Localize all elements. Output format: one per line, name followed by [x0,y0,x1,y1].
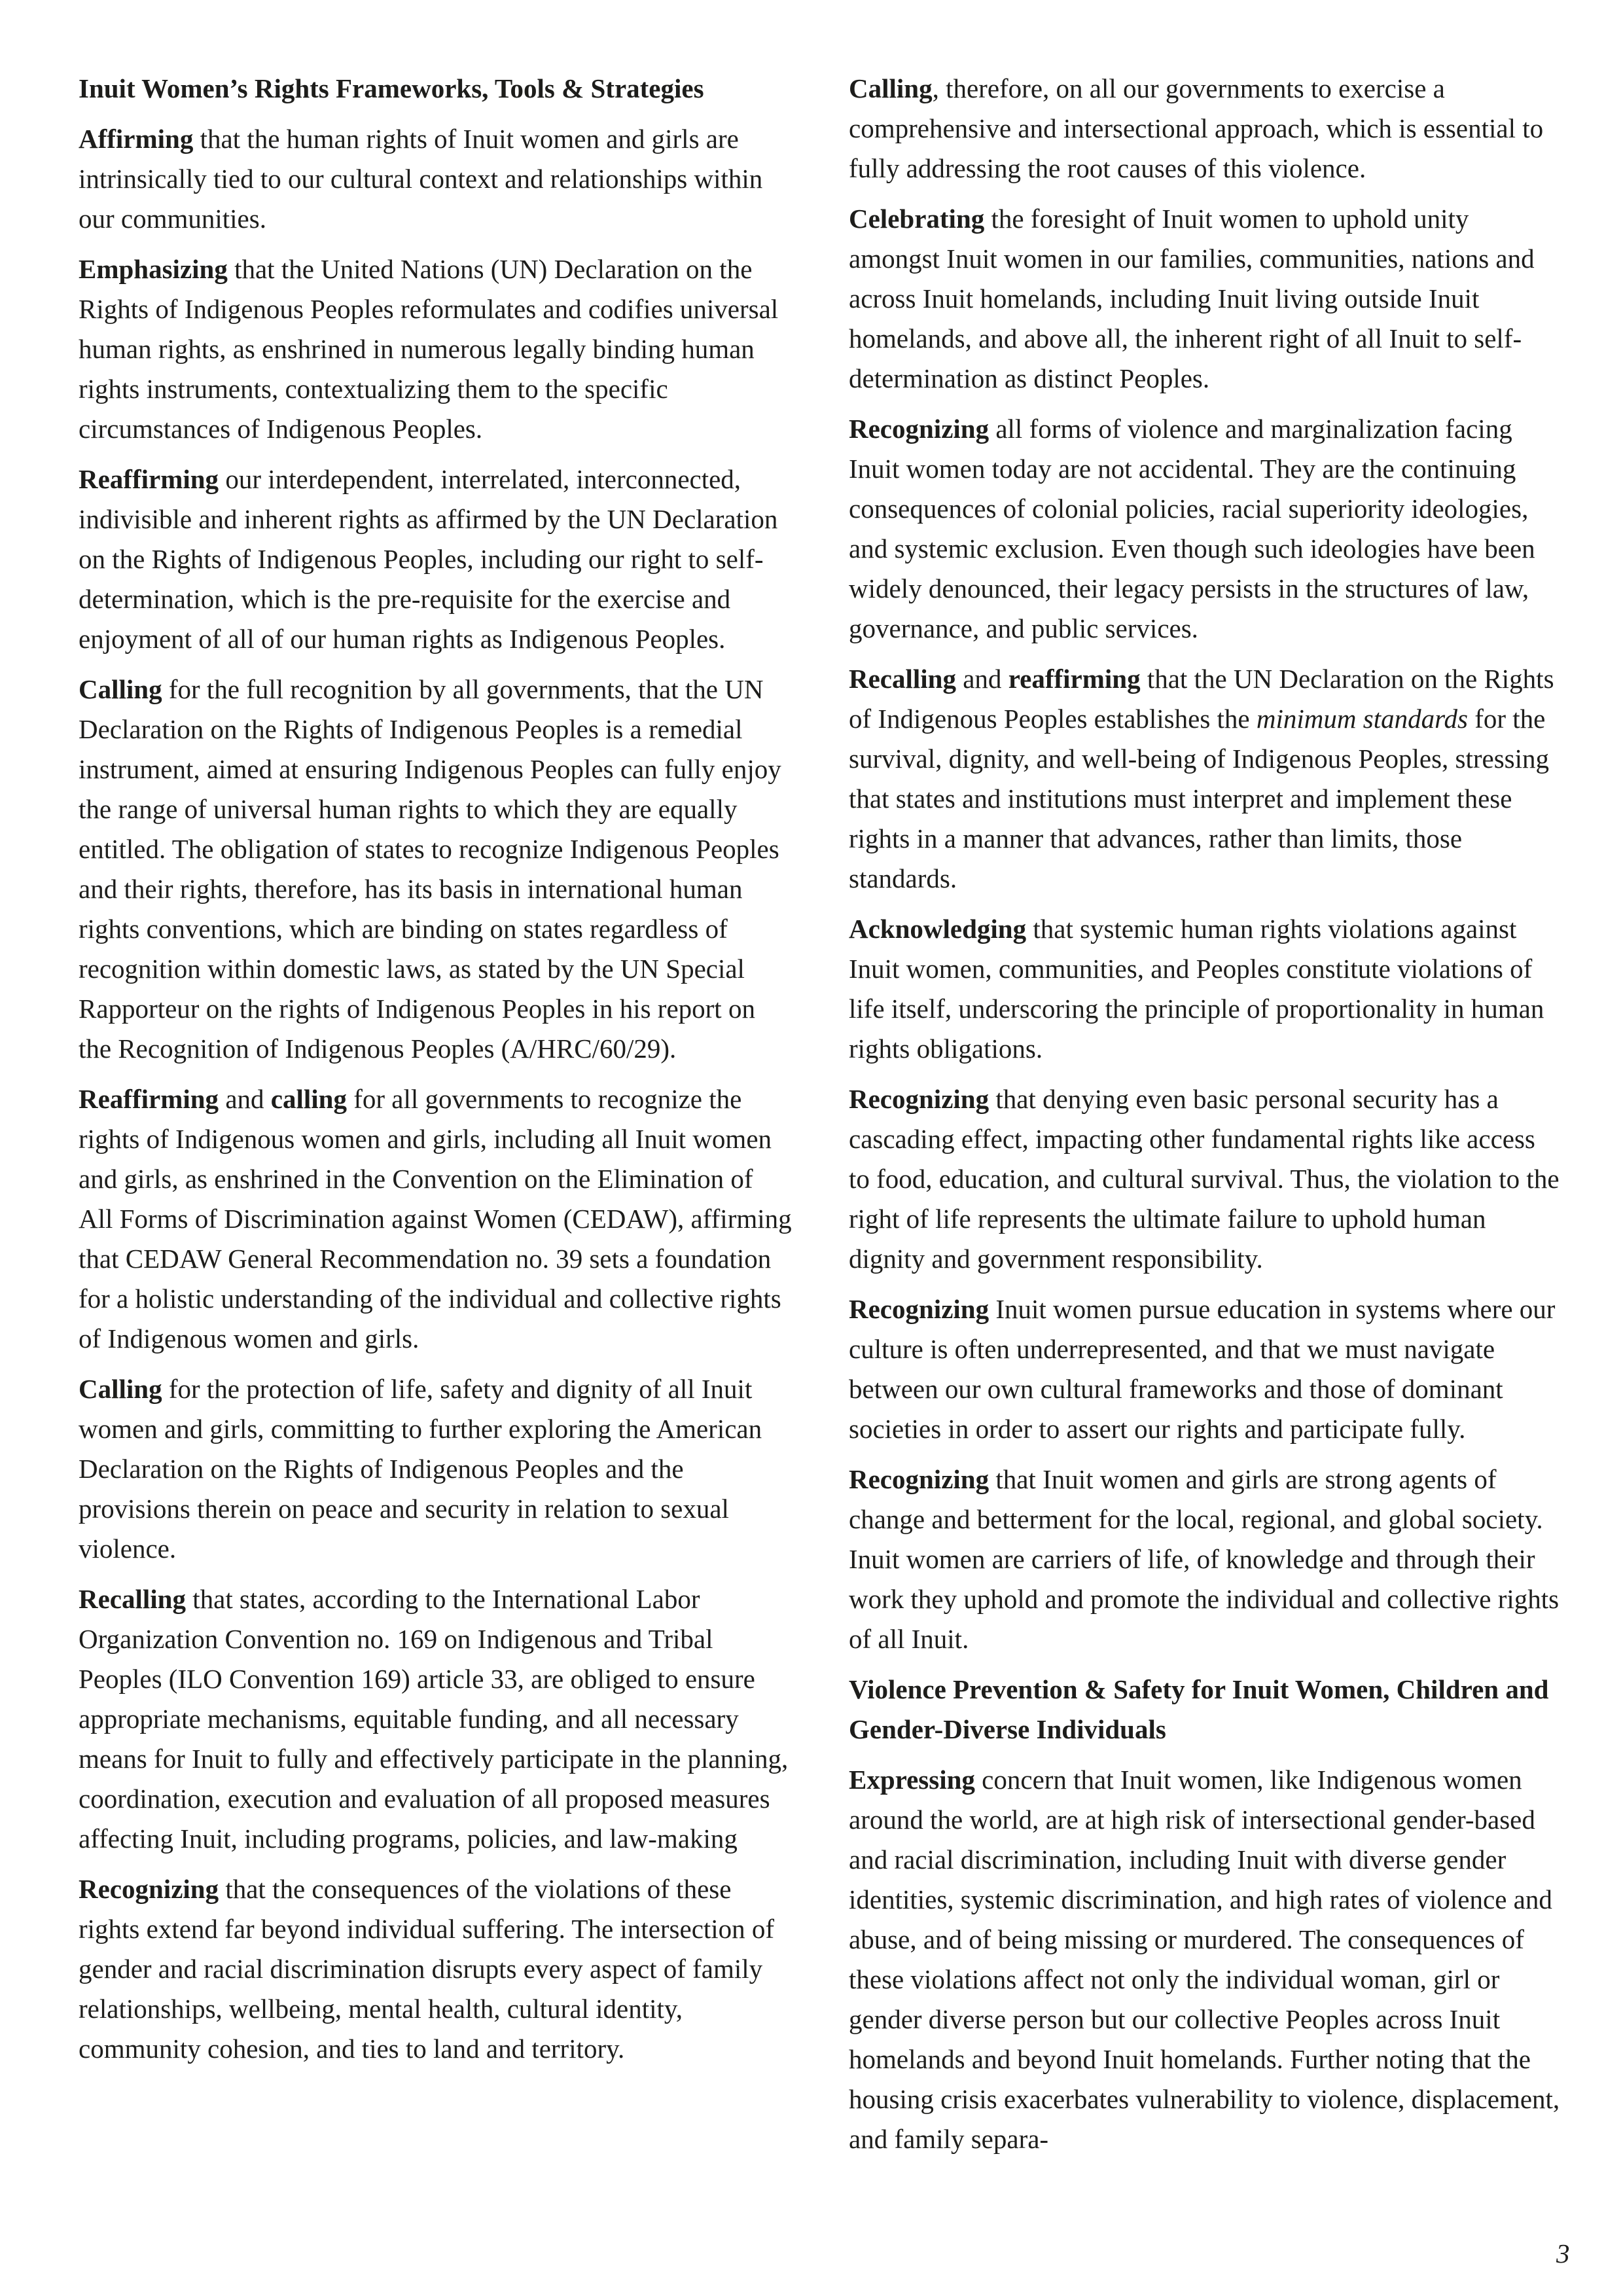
italic-phrase: minimum standards [1256,704,1468,734]
paragraph-recognizing-consequences [79,1869,792,2069]
lead-word: Affirming [79,124,194,154]
paragraph-reaffirming-calling [79,1079,792,1359]
paragraph-text-2: for the survival, dignity, and well-being of Indigenous Peoples, stressing that states and institutions must interpret and implement these rights in a manner that advances, rather than limits, those standards. [849,704,1550,893]
paragraph-text: our interdependent, interrelated, interconnected, indivisible and inherent rights as affirmed by the UN Declaration on the Rights of Indigenous Peoples, including our right to self-determination, which is the pre-requisite for the exercise and enjoyment of all of our human rights as Indigenous Peoples. [79,464,778,654]
paragraph-affirming [79,119,792,239]
paragraph-text: that the human rights of Inuit women and girls are intrinsically tied to our cultural context and relationships within our communities. [79,124,763,234]
paragraph-recalling-reaffirming [849,659,1562,899]
paragraph-text: for the protection of life, safety and dignity of all Inuit women and girls, committing to further exploring the American Declaration on the Rights of Indigenous Peoples and the provisions therein on peace and security in relation to sexual violence. [79,1374,762,1564]
right-column [849,69,1562,2170]
paragraph-text: that Inuit women and girls are strong agents of change and betterment for the local, regional, and global society. Inuit women are carriers of life, of knowledge and through their work they uphold and promote the individual and collective rights of all Inuit. [849,1464,1560,1654]
lead-word: Celebrating [849,204,985,234]
paragraph-recalling-ilo [79,1579,792,1859]
lead-word-2: calling [270,1084,347,1114]
section-heading-violence-prevention: Violence Prevention & Safety for Inuit Women, Children and Gender-Diverse Individuals [849,1674,1549,1744]
paragraph-text: that the consequences of the violations of these rights extend far beyond individual suffering. The intersection of gender and racial discrimination disrupts every aspect of family relationships, wellbeing, mental health, cultural identity, community cohesion, and ties to land and territory. [79,1874,775,2064]
paragraph-text: that denying even basic personal security has a cascading effect, impacting other fundamental rights like access to food, education, and cultural survival. Thus, the violation to the right of life represents the ultimate failure to uphold human dignity and government responsibility. [849,1084,1560,1274]
paragraph-text: for all governments to recognize the rights of Indigenous women and girls, including all Inuit women and girls, as enshrined in the Convention on the Elimination of All Forms of Discrimination against Women (CEDAW), affirming that CEDAW General Recommendation no. 39 sets a foundation for a holistic understanding of the individual and collective rights of Indigenous women and girls. [79,1084,792,1354]
paragraph-text: all forms of violence and marginalization facing Inuit women today are not accidental. They are the continuing consequences of colonial policies, racial superiority ideologies, and systemic exclusion. Even though such ideologies have been widely denounced, their legacy persists in the structures of law, governance, and public services. [849,414,1535,643]
paragraph-text: , therefore, on all our governments to exercise a comprehensive and intersectional approach, which is essential to fully addressing the root causes of this violence. [849,73,1544,183]
lead-word: Recognizing [849,414,990,444]
paragraph-text: the foresight of Inuit women to uphold unity amongst Inuit women in our families, communities, nations and across Inuit homelands, including Inuit living outside Inuit homelands, and above all, the inherent right of all Inuit to self-determination as distinct Peoples. [849,204,1535,393]
lead-word: Reaffirming [79,1084,219,1114]
lead-word-2: reaffirming [1008,664,1141,694]
lead-word: Calling [849,73,933,103]
paragraph-expressing [849,1760,1562,2159]
lead-word: Recognizing [79,1874,219,1904]
section-heading-rights-frameworks: Inuit Women’s Rights Frameworks, Tools & Strategies [79,73,704,103]
paragraph-text: Inuit women pursue education in systems where our culture is often underrepresented, and that we must navigate between our own cultural frameworks and those of dominant societies in order to assert our rights and participate fully. [849,1294,1556,1444]
lead-word: Recognizing [849,1464,990,1494]
paragraph-reaffirming [79,459,792,659]
left-column [79,69,792,2079]
lead-word: Acknowledging [849,914,1027,944]
paragraph-recognizing-agents [849,1460,1562,1659]
lead-word: Recognizing [849,1084,990,1114]
paragraph-acknowledging [849,909,1562,1069]
connector-text: and [955,664,1008,694]
page-number: 3 [1556,2238,1570,2269]
lead-word: Calling [79,1374,162,1404]
paragraph-text: that states, according to the International Labor Organization Convention no. 169 on Indigenous and Tribal Peoples (ILO Convention 169) article 33, are obliged to ensure appropriate mechanisms, equitable funding, and all necessary means for Inuit to fully and effectively participate in the planning, coordination, execution and evaluation of all proposed measures affecting Inuit, including programs, policies, and law-making [79,1584,789,1854]
lead-word: Recalling [79,1584,186,1614]
paragraph-celebrating [849,199,1562,399]
paragraph-recognizing-education [849,1289,1562,1449]
paragraph-calling-intersectional [849,69,1562,188]
lead-word: Recognizing [849,1294,990,1324]
paragraph-recognizing-security [849,1079,1562,1279]
lead-word: Emphasizing [79,254,228,284]
lead-word: Expressing [849,1765,975,1795]
paragraph-calling-recognition [79,670,792,1069]
paragraph-recognizing-violence [849,409,1562,649]
paragraph-text: concern that Inuit women, like Indigenous women around the world, are at high risk of intersectional gender-based and racial discrimination, including Inuit with diverse gender identities, systemic discrimination, and high rates of violence and abuse, and of being missing or murdered. The consequences of these violations affect not only the individual woman, girl or gender diverse person but our collective Peoples across Inuit homelands and beyond Inuit homelands. Further noting that the housing crisis exacerbates vulnerability to violence, displacement, and family separa- [849,1765,1560,2154]
connector-text: and [219,1084,271,1114]
paragraph-calling-protection [79,1369,792,1569]
lead-word: Recalling [849,664,956,694]
paragraph-emphasizing [79,249,792,449]
lead-word: Reaffirming [79,464,219,494]
paragraph-text: that the United Nations (UN) Declaration on the Rights of Indigenous Peoples reformulates and codifies universal human rights, as enshrined in numerous legally binding human rights instruments, contextualizing them to the specific circumstances of Indigenous Peoples. [79,254,779,444]
paragraph-text: that the UN Declaration on the Rights of Indigenous Peoples establishes the [849,664,1554,734]
lead-word: Calling [79,674,162,704]
paragraph-text: for the full recognition by all governments, that the UN Declaration on the Rights of Indigenous Peoples is a remedial instrument, aimed at ensuring Indigenous Peoples can fully enjoy the range of universal human rights to which they are equally entitled. The obligation of states to recognize Indigenous Peoples and their rights, therefore, has its basis in international human rights conventions, which are binding on states regardless of recognition within domestic laws, as stated by the UN Special Rapporteur on the rights of Indigenous Peoples in his report on the Recognition of Indigenous Peoples (A/HRC/60/29). [79,674,781,1064]
paragraph-text: that systemic human rights violations against Inuit women, communities, and Peoples constitute violations of life itself, underscoring the principle of proportionality in human rights obligations. [849,914,1544,1064]
